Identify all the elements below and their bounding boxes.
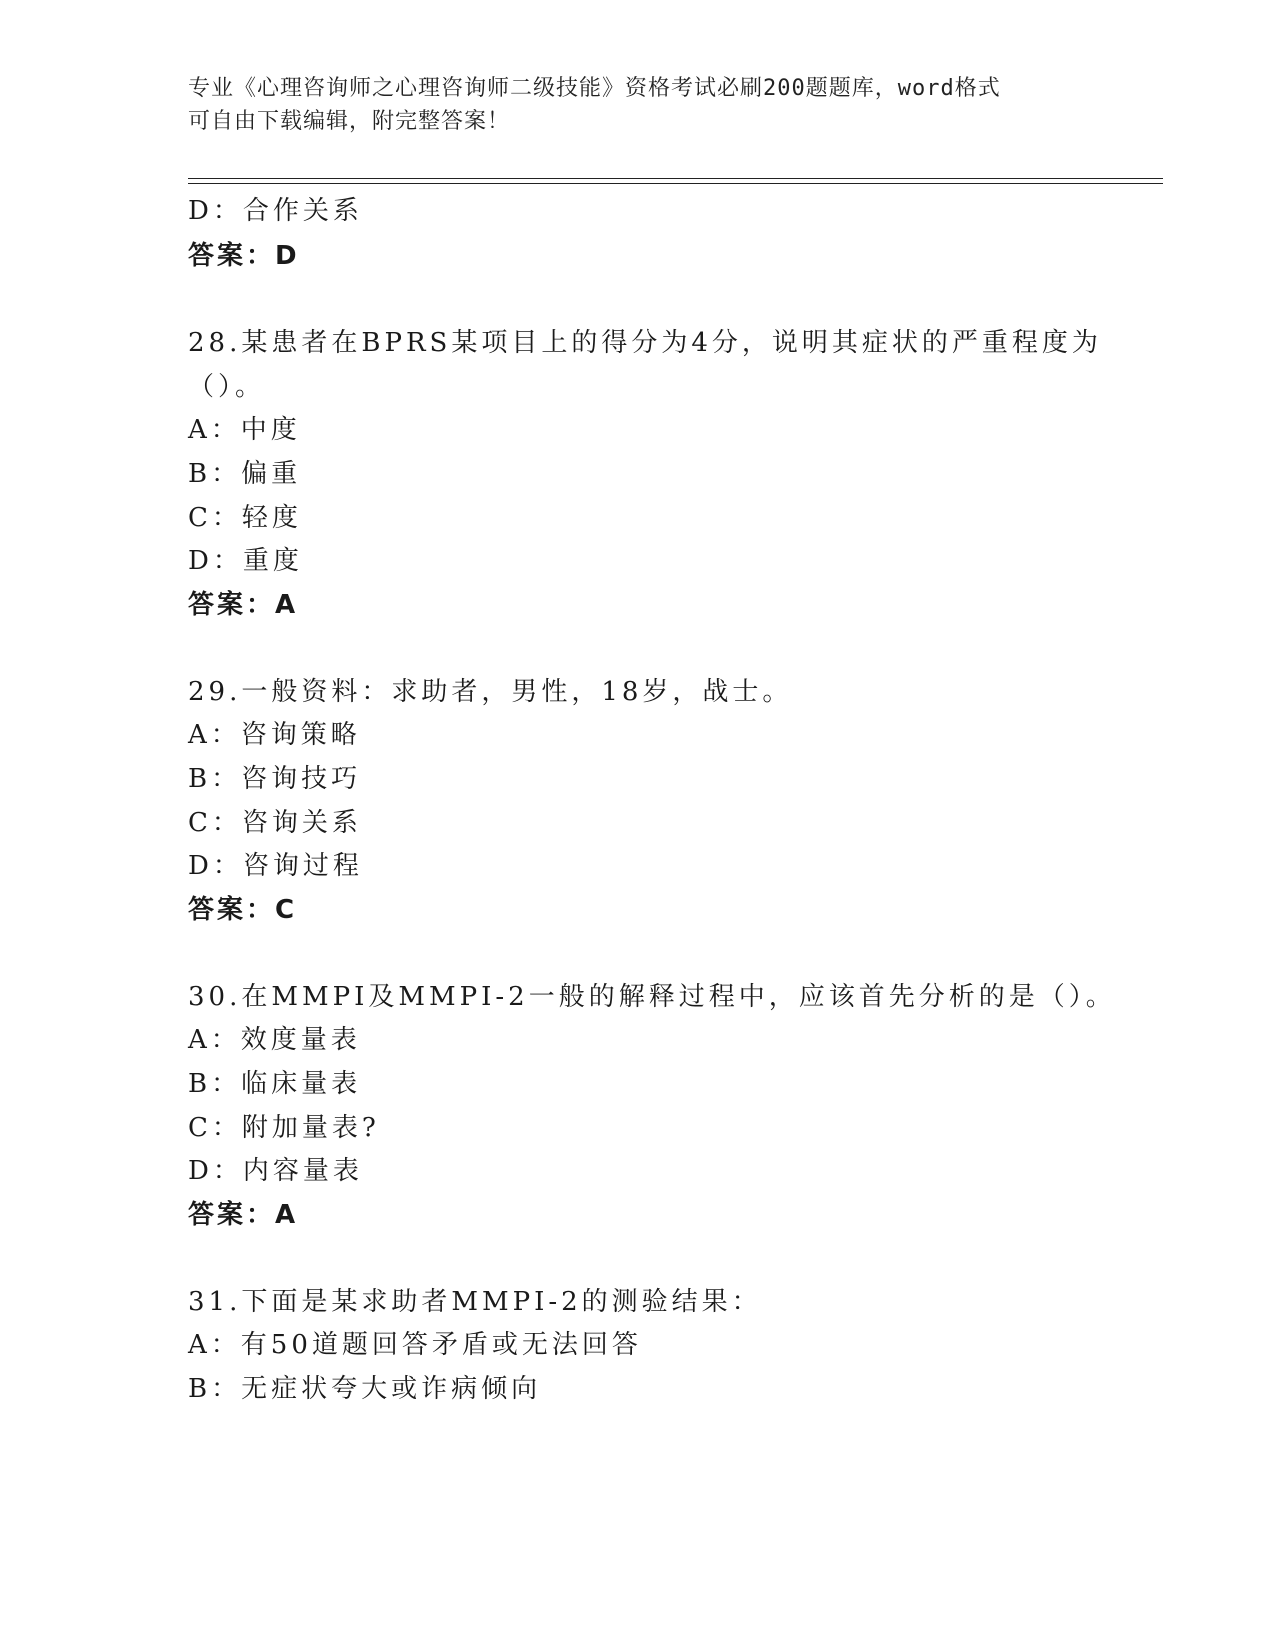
header-line-2: 可自由下载编辑，附完整答案！: [188, 109, 511, 134]
question-29-option-a: A：咨询策略: [188, 720, 361, 750]
answer-line: 答案：D: [188, 241, 300, 271]
question-29-option-b: B：咨询技巧: [188, 764, 362, 794]
option-d: D：合作关系: [188, 196, 363, 226]
question-30-option-d: D：内容量表: [188, 1156, 363, 1186]
question-30-answer: 答案：A: [188, 1200, 299, 1230]
document-header: [188, 72, 1068, 138]
header-divider-top: [188, 178, 1163, 179]
question-31-option-b: B：无症状夸大或诈病倾向: [188, 1374, 542, 1404]
header-line-1: 专业《心理咨询师之心理咨询师二级技能》资格考试必刷200题题库，word格式: [188, 76, 1001, 101]
question-28-option-d: D：重度: [188, 546, 303, 576]
question-28-option-a: A：中度: [188, 415, 301, 445]
question-29-stem: 29.一般资料：求助者，男性，18岁，战士。: [188, 677, 793, 707]
question-30-option-b: B：临床量表: [188, 1069, 362, 1099]
question-31-stem: 31.下面是某求助者MMPI-2的测验结果：: [188, 1287, 762, 1317]
question-29-answer: 答案：C: [188, 895, 298, 925]
question-30-option-a: A：效度量表: [188, 1025, 361, 1055]
header-divider-bottom: [188, 183, 1163, 184]
question-28-stem: 28.某患者在BPRS某项目上的得分为4分，说明其症状的严重程度为: [188, 328, 1102, 358]
question-31-option-a: A：有50道题回答矛盾或无法回答: [188, 1330, 642, 1360]
question-30-option-c: C：附加量表?: [188, 1113, 380, 1143]
question-28-option-c: C：轻度: [188, 503, 302, 533]
question-29-option-d: D：咨询过程: [188, 851, 363, 881]
question-28-answer: 答案：A: [188, 590, 299, 620]
question-29-option-c: C：咨询关系: [188, 808, 362, 838]
question-28-option-b: B：偏重: [188, 459, 302, 489]
question-30-stem: 30.在MMPI及MMPI-2一般的解释过程中，应该首先分析的是（）。: [188, 982, 1116, 1012]
question-28-stem-continued: （）。: [188, 372, 266, 402]
